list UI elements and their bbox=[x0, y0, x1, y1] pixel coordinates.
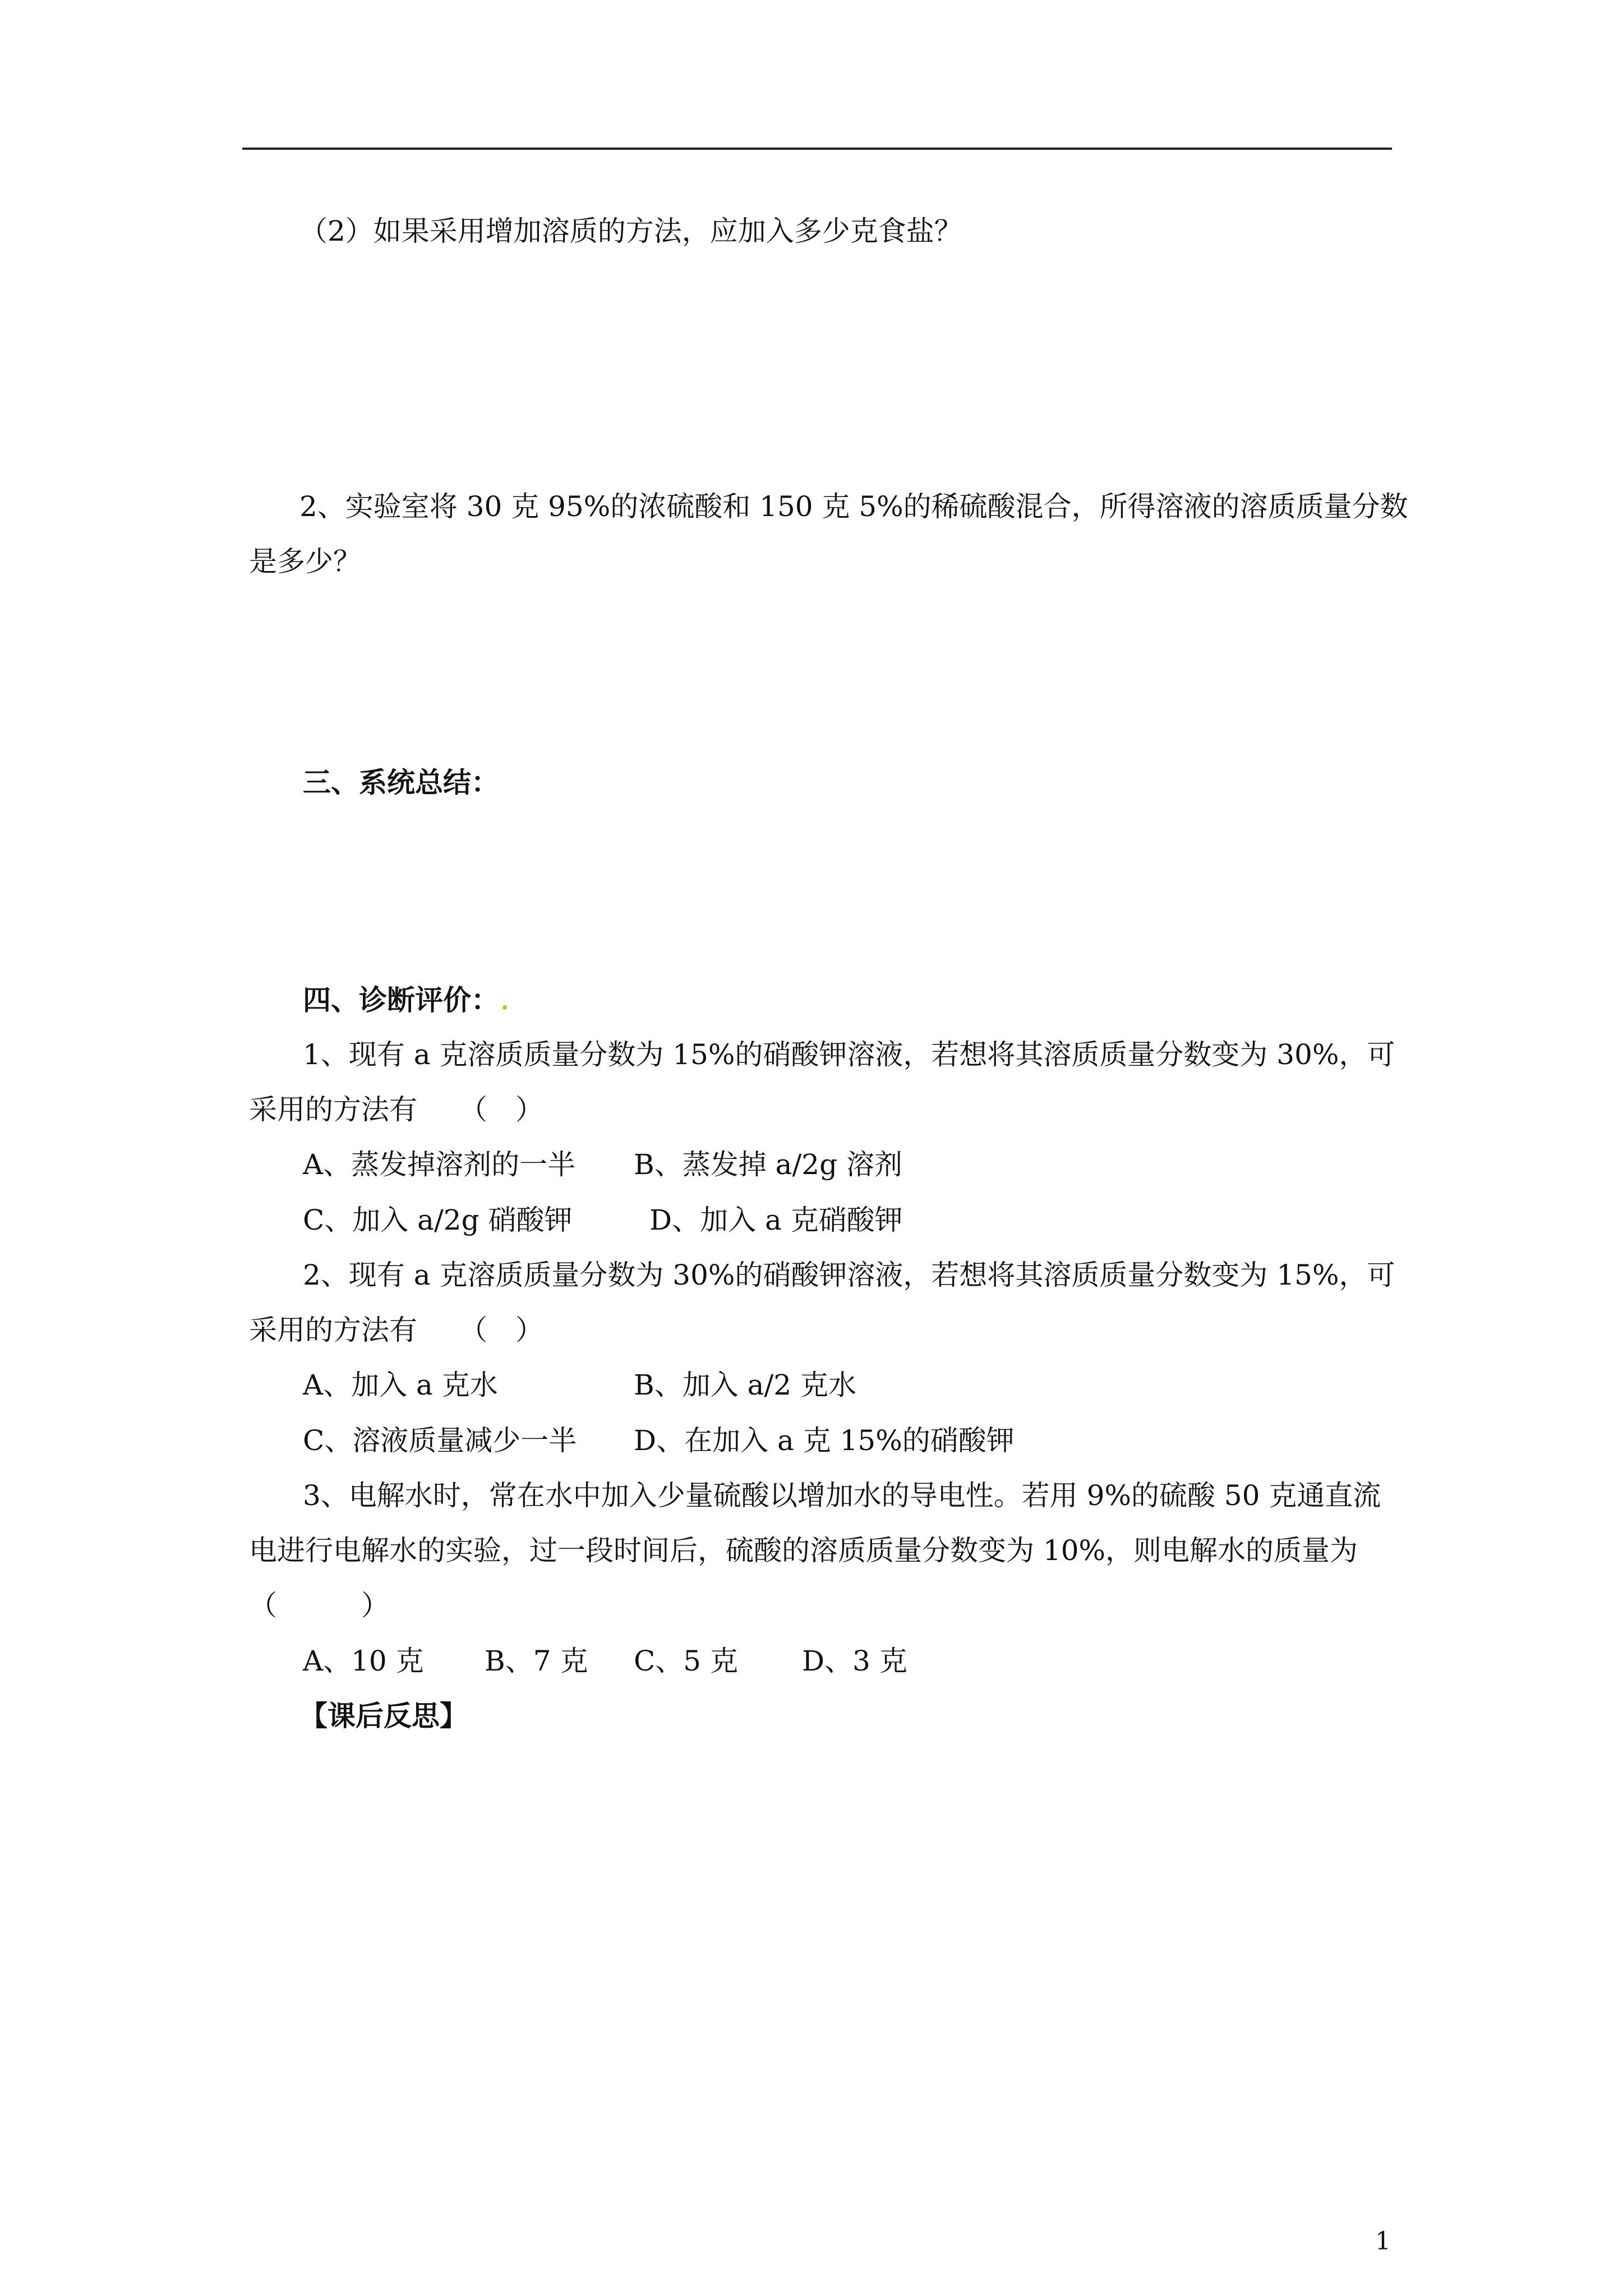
q1-option-c: C、加入 a/2g 硝酸钾 bbox=[303, 1204, 573, 1236]
page-number: 1 bbox=[1375, 2227, 1391, 2256]
q2-option-c: C、溶液质量减少一半 bbox=[303, 1424, 577, 1457]
q2-option-a: A、加入 a 克水 bbox=[303, 1369, 498, 1401]
q2-line-2: 采用的方法有 （ ） bbox=[249, 1314, 543, 1346]
yellow-mark bbox=[502, 1005, 507, 1010]
section-3-title: 三、系统总结： bbox=[303, 766, 499, 799]
q1-option-a: A、蒸发掉溶剂的一半 bbox=[303, 1148, 576, 1181]
question-2-line-2: 是多少？ bbox=[249, 545, 361, 578]
q3-line-1: 3、电解水时，常在水中加入少量硫酸以增加水的导电性。若用 9%的硫酸 50 克通直流 bbox=[303, 1479, 1381, 1512]
q1-option-d: D、加入 a 克硝酸钾 bbox=[649, 1204, 903, 1236]
section-4-title: 四、诊断评价： bbox=[303, 986, 507, 1014]
q2-option-b: B、加入 a/2 克水 bbox=[634, 1369, 856, 1401]
q3-line-3: （ ） bbox=[249, 1589, 389, 1622]
header-rule bbox=[242, 148, 1392, 150]
reflection-title: 【课后反思】 bbox=[299, 1700, 468, 1732]
question-2-line-1: 2、实验室将 30 克 95%的浓硫酸和 150 克 5%的稀硫酸混合，所得溶液的溶质质量分数 bbox=[299, 490, 1408, 523]
q3-option-c: C、5 克 bbox=[634, 1645, 738, 1677]
q3-option-d: D、3 克 bbox=[802, 1645, 907, 1677]
q2-line-1: 2、现有 a 克溶质质量分数为 30%的硝酸钾溶液，若想将其溶质质量分数变为 15%，可 bbox=[303, 1259, 1395, 1291]
q3-line-2: 电进行电解水的实验，过一段时间后，硫酸的溶质质量分数变为 10%，则电解水的质量为 bbox=[249, 1534, 1358, 1567]
question-part-2: （2）如果采用增加溶质的方法，应加入多少克食盐？ bbox=[299, 215, 962, 247]
q3-option-b: B、7 克 bbox=[485, 1645, 588, 1677]
q3-option-a: A、10 克 bbox=[303, 1645, 424, 1677]
q1-line-2: 采用的方法有 （ ） bbox=[249, 1093, 543, 1126]
q1-line-1: 1、现有 a 克溶质质量分数为 15%的硝酸钾溶液，若想将其溶质质量分数变为 30%，可 bbox=[303, 1038, 1395, 1071]
q2-option-d: D、在加入 a 克 15%的硝酸钾 bbox=[634, 1424, 1015, 1457]
q1-option-b: B、蒸发掉 a/2g 溶剂 bbox=[634, 1148, 903, 1181]
